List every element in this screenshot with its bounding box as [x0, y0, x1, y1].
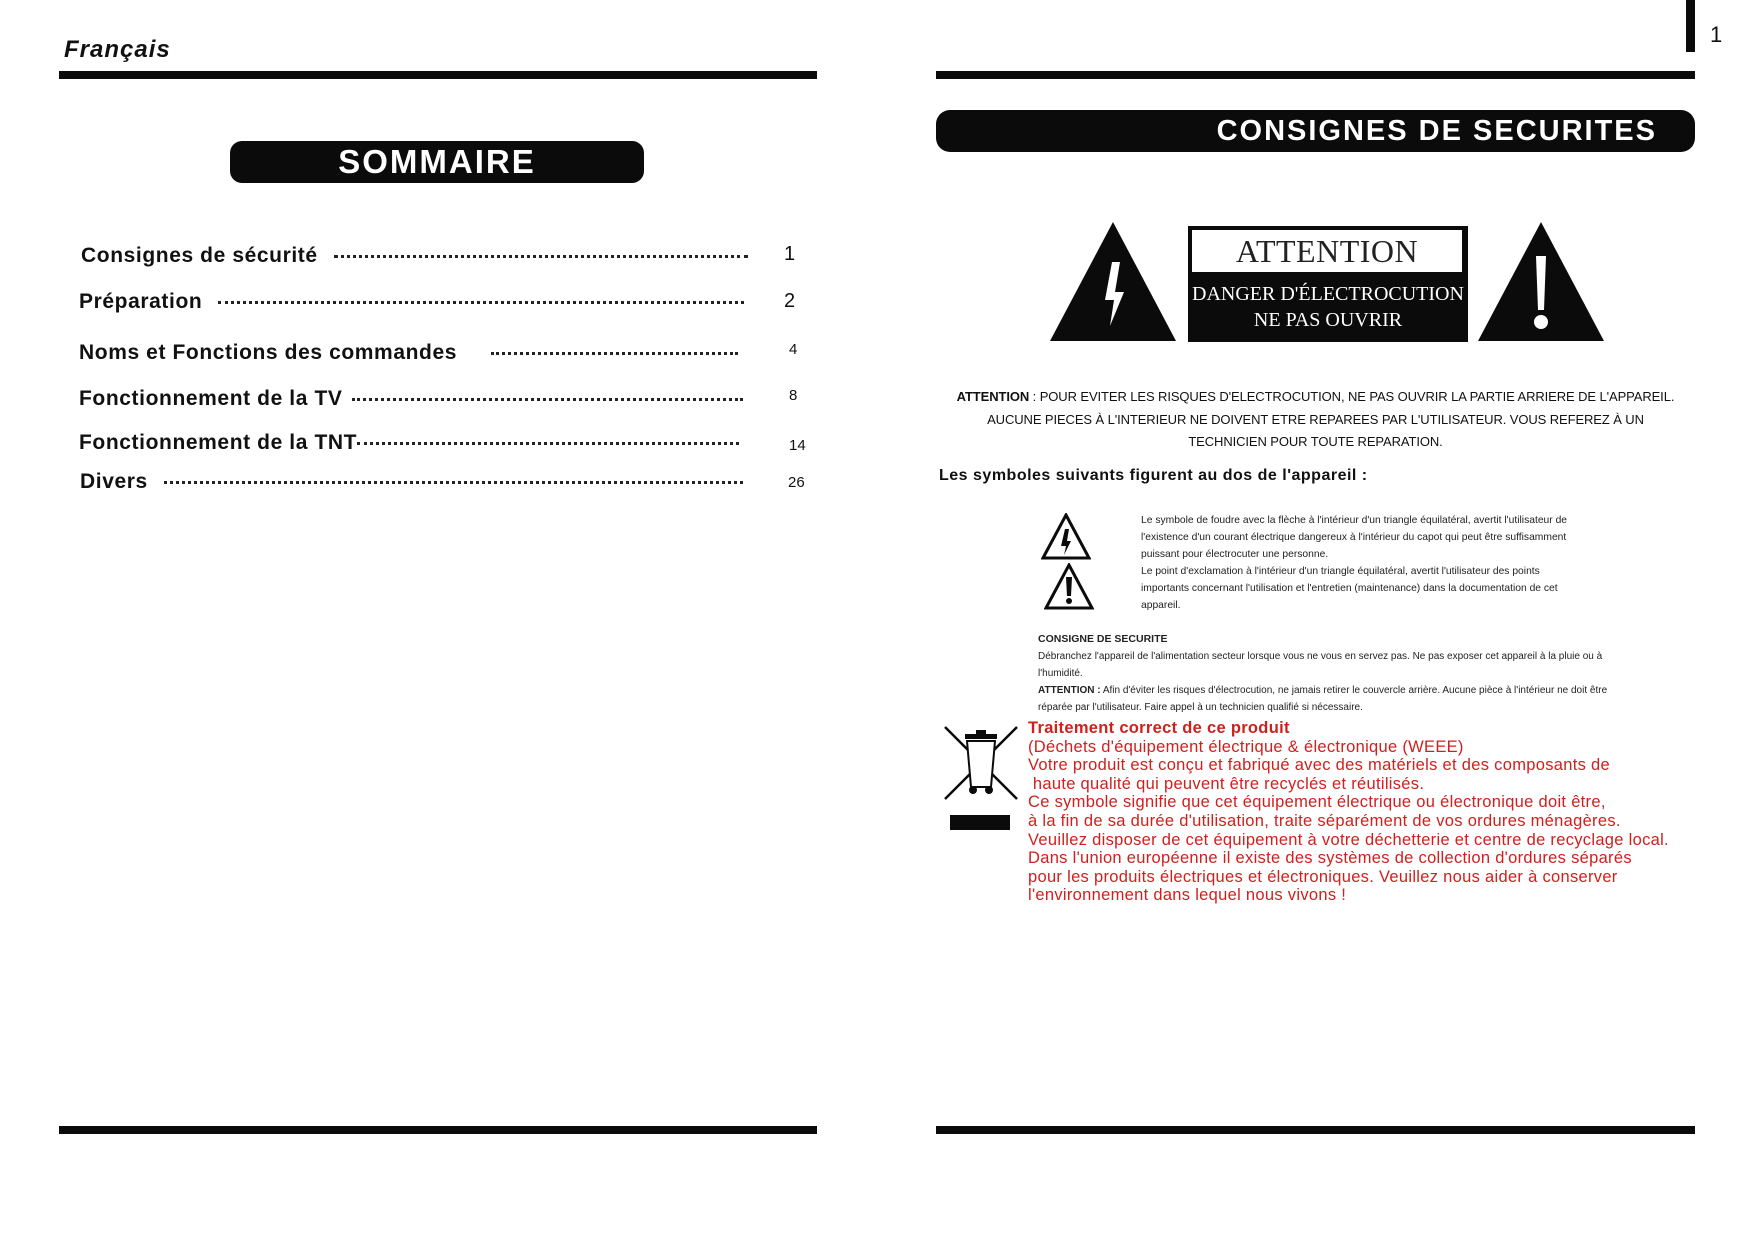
attention-warning-line1: DANGER D'ÉLECTROCUTION — [1192, 283, 1464, 305]
weee-heading: Traitement correct de ce produit — [1028, 719, 1290, 737]
top-rule-left — [59, 71, 817, 79]
toc-item[interactable] — [81, 244, 754, 268]
symbols-heading: Les symboles suivants figurent au dos de l'appareil : — [939, 467, 1368, 484]
weee-line: (Déchets d'équipement électrique & électronique (WEEE) — [1028, 737, 1464, 756]
symbols-description — [1141, 512, 1591, 614]
weee-line: l'environnement dans lequel nous vivons ! — [1028, 886, 1347, 905]
weee-line: Ce symbole signifie que cet équipement électrique ou électronique doit être, — [1028, 793, 1606, 812]
attention-warning-box — [1188, 226, 1468, 342]
safety-heading: CONSIGNE DE SECURITE — [1038, 633, 1168, 645]
weee-line: haute qualité qui peuvent être recyclés et réutilisés. — [1028, 774, 1425, 793]
toc-leader-dots — [164, 481, 743, 484]
exclamation-warning-icon — [1478, 222, 1605, 342]
safety-line: l'humidité. — [1038, 668, 1083, 679]
attention-line-2: AUCUNE PIECES À L'INTERIEUR NE DOIVENT ETRE REPAREES PAR L'UTILISATEUR. VOUS REFEREZ À UN — [987, 411, 1644, 427]
symbols-line: appareil. — [1141, 600, 1181, 611]
weee-crossed-bin-icon — [942, 724, 1020, 832]
toc-item-label: Consignes de sécurité — [81, 244, 318, 267]
attention-line-3: TECHNICIEN POUR TOUTE REPARATION. — [1188, 434, 1443, 449]
weee-line: Votre produit est conçu et fabriqué avec des matériels et des composants de — [1028, 756, 1610, 775]
toc-leader-dots — [357, 442, 739, 445]
attention-paragraph — [936, 386, 1695, 454]
consignes-title-text: CONSIGNES DE SECURITES — [1216, 115, 1657, 147]
top-rule-right — [936, 71, 1695, 79]
toc-item-label: Noms et Fonctions des commandes — [79, 341, 458, 364]
weee-line: à la fin de sa durée d'utilisation, traite séparément de vos ordures ménagères. — [1028, 811, 1621, 830]
weee-line: pour les produits électriques et électroniques. Veuillez nous aider à conserver — [1028, 867, 1618, 886]
attention-line1-text: : POUR EVITER LES RISQUES D'ELECTROCUTION, NE PAS OUVRIR LA PARTIE ARRIERE DE L'APPAREIL. — [1029, 389, 1675, 404]
symbols-line: Le symbole de foudre avec la flèche à l'intérieur d'un triangle équilatéral, avertit l'utilisateur de — [1141, 515, 1568, 526]
consignes-title — [936, 110, 1695, 152]
small-lightning-icon — [1041, 513, 1091, 560]
toc-item-label: Fonctionnement de la TV — [79, 387, 343, 410]
safety-line3-text: Afin d'éviter les risques d'électrocution, ne jamais retirer le couvercle arrière. Aucune pièce à l'intérieur ne doit être — [1100, 685, 1608, 696]
safety-line: Débranchez l'appareil de l'alimentation secteur lorsque vous ne vous en servez pas. Ne pas exposer cet appareil à la pluie ou à — [1038, 651, 1603, 662]
attention-label: ATTENTION — [956, 389, 1030, 404]
toc-leader-dots — [491, 352, 738, 355]
language-label: Français — [64, 36, 171, 63]
safety-line: réparée par l'utilisateur. Faire appel à un technicien qualifié si nécessaire. — [1038, 702, 1363, 713]
lightning-warning-icon — [1050, 222, 1177, 342]
attention-line-1 — [936, 386, 1695, 409]
toc-item[interactable] — [79, 431, 745, 455]
attention-warning-line2: NE PAS OUVRIR — [1253, 309, 1403, 331]
sommaire-title: SOMMAIRE — [230, 141, 644, 183]
toc-leader-dots — [352, 398, 743, 401]
toc-item-page: 2 — [784, 290, 796, 312]
symbols-line: l'existence d'un courant électrique dangereux à l'intérieur du capot qui peut être suffisamment — [1141, 532, 1567, 543]
symbols-line: importants concernant l'utilisation et l'entretien (maintenance) dans la documentation de cet — [1141, 583, 1558, 594]
toc-item-label: Divers — [80, 470, 148, 493]
toc-item-page: 1 — [784, 243, 796, 265]
toc-item-page: 14 — [789, 437, 806, 454]
toc-item-label: Fonctionnement de la TNT — [79, 431, 358, 454]
attention-warning-heading: ATTENTION — [1192, 230, 1462, 272]
toc-item-page: 26 — [788, 474, 805, 491]
toc-item[interactable] — [79, 290, 750, 314]
page-number: 1 — [1710, 22, 1723, 47]
toc-item-label: Préparation — [79, 290, 203, 313]
safety-block — [1038, 631, 1608, 716]
weee-line: Veuillez disposer de cet équipement à votre déchetterie et centre de recyclage local. — [1028, 830, 1669, 849]
weee-paragraph — [1028, 719, 1728, 905]
toc-item[interactable] — [79, 341, 744, 365]
small-exclamation-icon — [1044, 563, 1094, 610]
safety-attention-label: ATTENTION : — [1038, 685, 1101, 696]
weee-line: Dans l'union européenne il existe des systèmes de collection d'ordures séparés — [1028, 849, 1632, 868]
safety-line — [1038, 682, 1608, 699]
toc-leader-dots — [218, 301, 744, 304]
toc-item-page: 8 — [789, 387, 798, 404]
bottom-rule-right — [936, 1126, 1695, 1134]
symbols-line: puissant pour électrocuter une personne. — [1141, 549, 1329, 560]
toc-leader-dots — [334, 255, 748, 258]
toc-item[interactable] — [80, 470, 749, 494]
bottom-rule-left — [59, 1126, 817, 1134]
page-edge-tab — [1686, 0, 1695, 52]
toc-item-page: 4 — [789, 341, 798, 358]
symbols-line: Le point d'exclamation à l'intérieur d'un triangle équilatéral, avertit l'utilisateur des points — [1141, 566, 1540, 577]
toc-item[interactable] — [79, 387, 749, 411]
